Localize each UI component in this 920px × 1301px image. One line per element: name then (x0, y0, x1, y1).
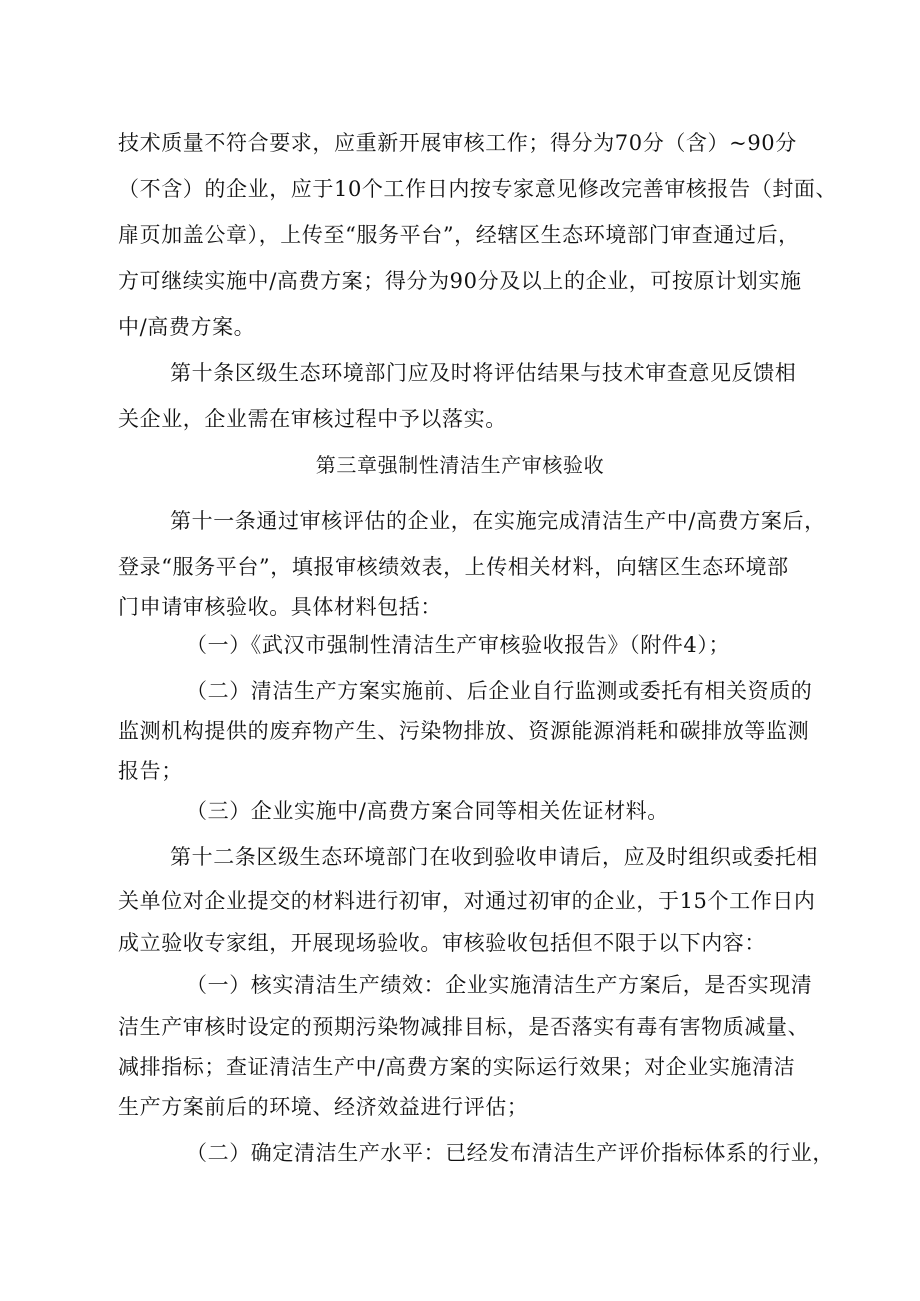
text-line: 第十二条区级生态环境部门在收到验收申请后，应及时组织或委托相 (170, 845, 818, 869)
chapter-heading: 第三章强制性清洁生产审核验收 (315, 453, 605, 477)
text-line: 门申请审核验收。具体材料包括： (118, 595, 442, 619)
list-item: （二）清洁生产方案实施前、后企业自行监测或委托有相关资质的 (186, 679, 813, 703)
text-line: 中/高费方案。 (118, 315, 256, 339)
text-line: （不含）的企业，应于10个工作日内按专家意见修改完善审核报告（封面、 (118, 177, 838, 201)
text-line: 减排指标；查证清洁生产中/高费方案的实际运行效果；对企业实施清洁 (118, 1055, 796, 1079)
list-item: （三）企业实施中/高费方案合同等相关佐证材料。 (186, 799, 669, 823)
text-line: 第十一条通过审核评估的企业，在实施完成清洁生产中/高费方案后， (170, 509, 826, 533)
text-line: 方可继续实施中/高费方案；得分为90分及以上的企业，可按原计划实施 (118, 269, 802, 293)
text-line: 监测机构提供的废弃物产生、污染物排放、资源能源消耗和碳排放等监测 (118, 719, 810, 743)
text-line: 报告； (118, 759, 183, 783)
list-item: （一）核实清洁生产绩效：企业实施清洁生产方案后，是否实现清 (186, 973, 813, 997)
text-line: 成立验收专家组，开展现场验收。审核验收包括但不限于以下内容： (118, 931, 766, 955)
text-line: 洁生产审核时设定的预期污染物减排目标，是否落实有毒有害物质减量、 (118, 1015, 810, 1039)
text-line: 扉页加盖公章），上传至“服务平台”，经辖区生态环境部门审查通过后， (118, 223, 800, 247)
text-line: 技术质量不符合要求，应重新开展审核工作；得分为70分（含）~90分 (118, 131, 797, 155)
text-line: 关企业，企业需在审核过程中予以落实。 (118, 407, 507, 431)
text-line: 生产方案前后的环境、经济效益进行评估； (118, 1095, 529, 1119)
text-line: 关单位对企业提交的材料进行初审，对通过初审的企业，于15个工作日内 (118, 889, 816, 913)
list-item: （二）确定清洁生产水平：已经发布清洁生产评价指标体系的行业， (186, 1141, 834, 1165)
text-line: 第十条区级生态环境部门应及时将评估结果与技术审查意见反馈相 (170, 361, 797, 385)
list-item: （一）《武汉市强制性清洁生产审核验收报告》（附件4）； (186, 633, 731, 657)
text-line: 登录“服务平台”，填报审核绩效表，上传相关材料，向辖区生态环境部 (118, 555, 789, 579)
